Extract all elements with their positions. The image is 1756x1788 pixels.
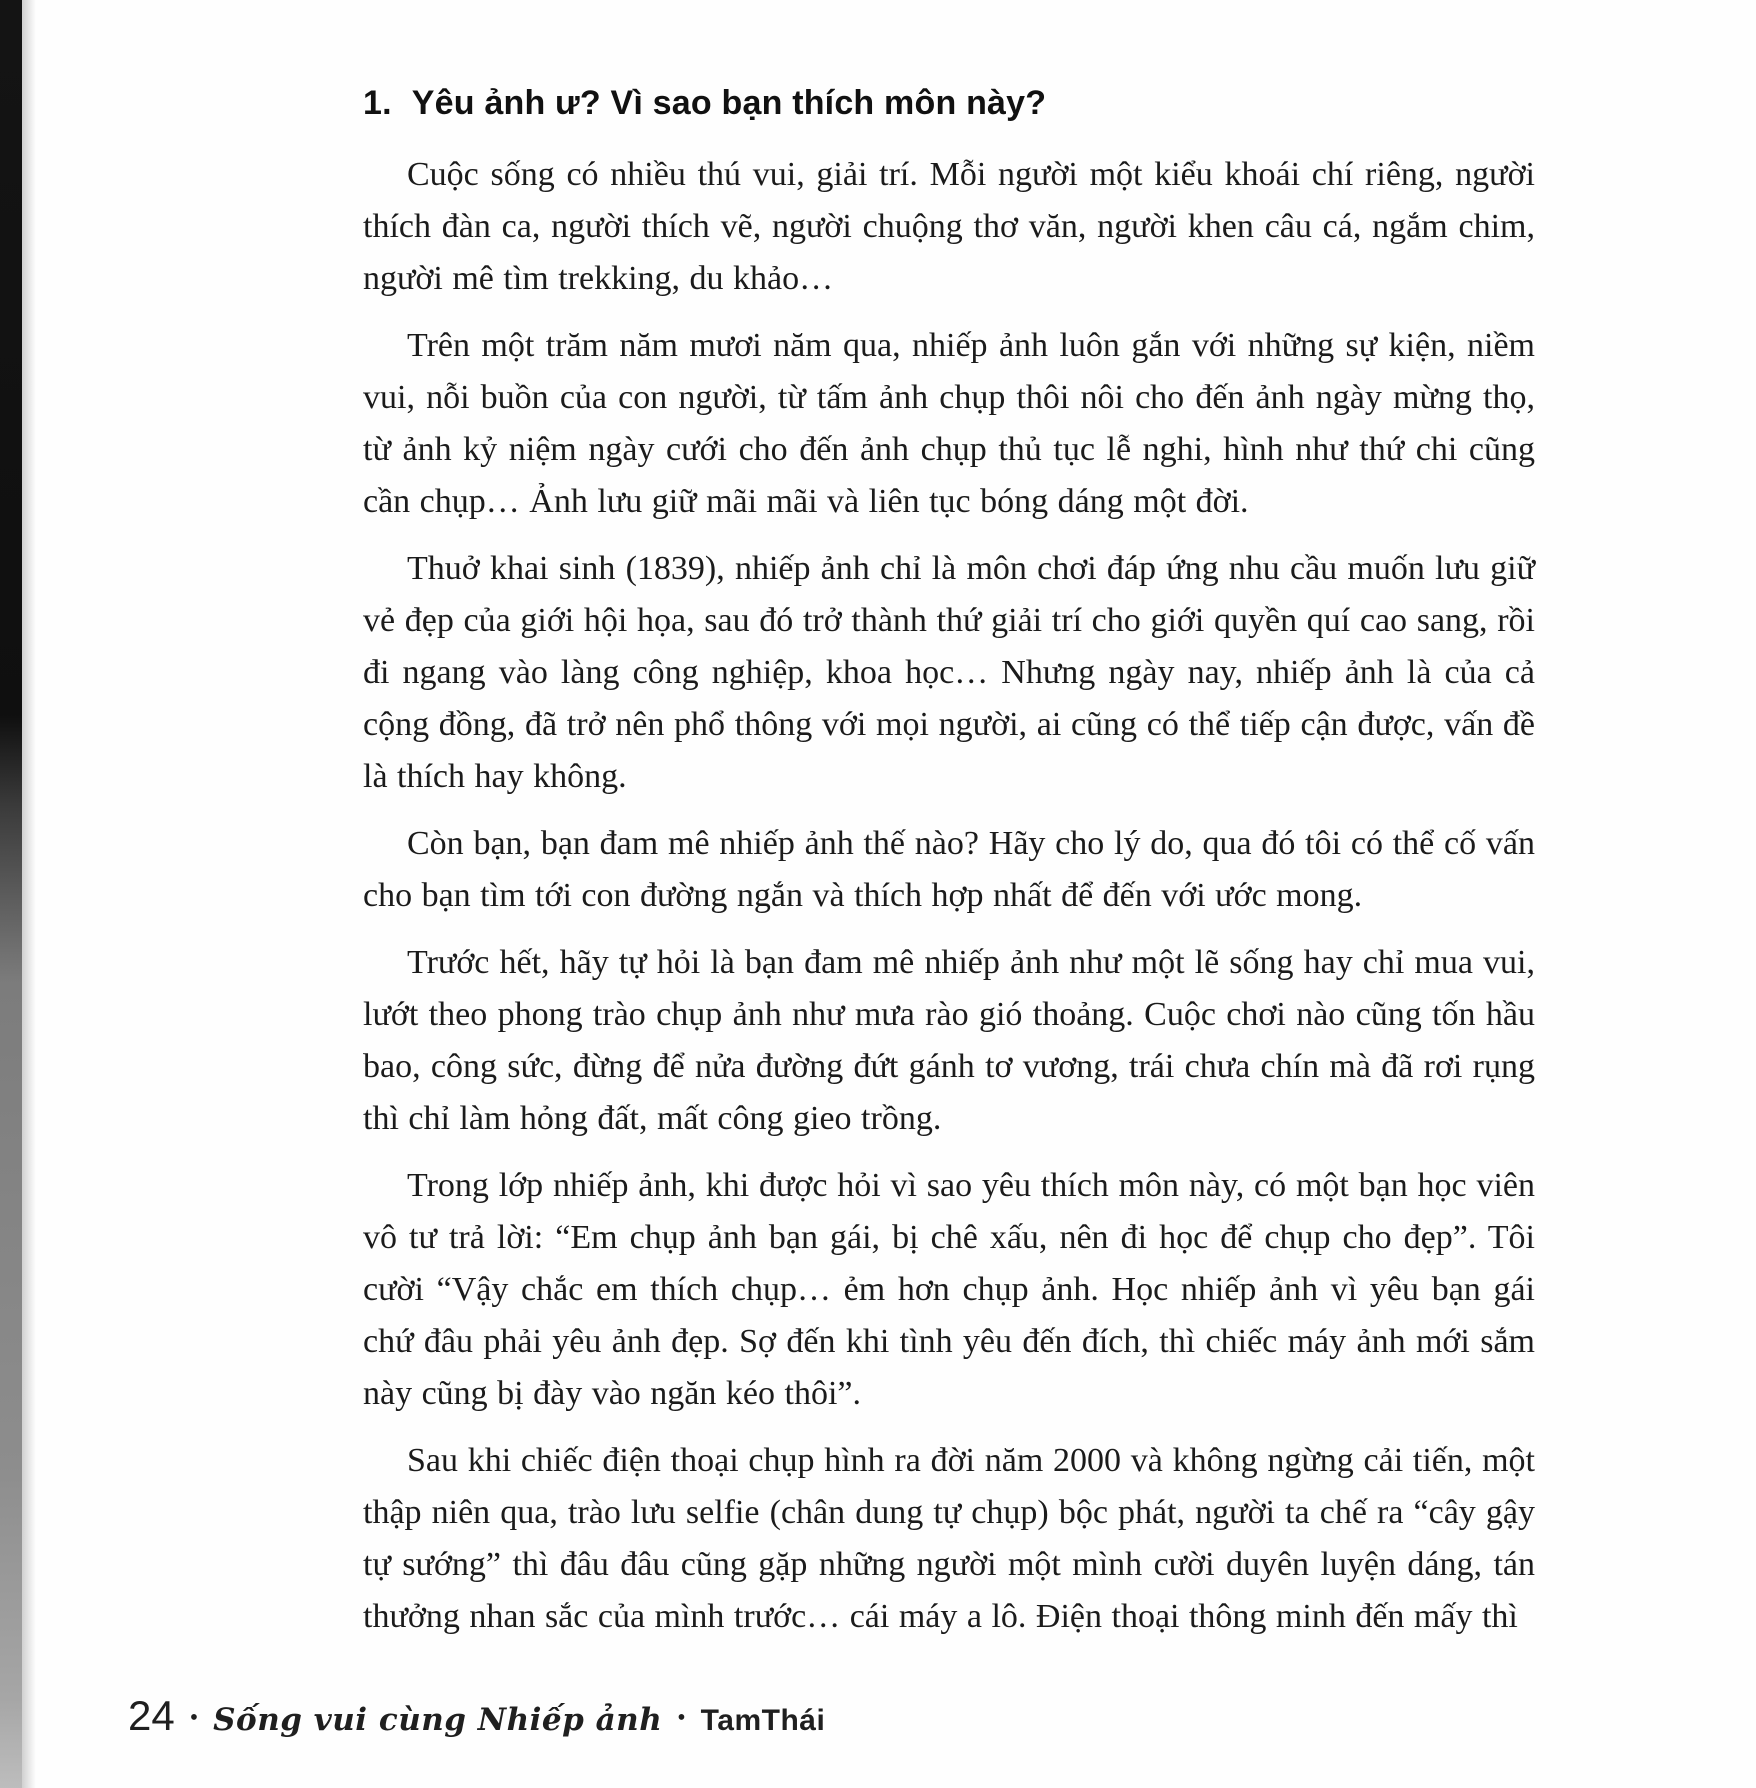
page-content — [363, 84, 1535, 1658]
book-title: Sống vui cùng Nhiếp ảnh — [213, 1702, 663, 1738]
paragraph: Trên một trăm năm mươi năm qua, nhiếp ảnh luôn gắn với những sự kiện, niềm vui, nỗi buồn của con người, từ tấm ảnh chụp thôi nôi cho đến ảnh ngày mừng thọ, từ ảnh kỷ niệm ngày cưới cho đến ảnh chụp thủ tục lễ nghi, hình như thứ chi cũng cần chụp… Ảnh lưu giữ mãi mãi và liên tục bóng dáng một đời. — [363, 327, 1535, 520]
paragraph: Thuở khai sinh (1839), nhiếp ảnh chỉ là môn chơi đáp ứng nhu cầu muốn lưu giữ vẻ đẹp của giới hội họa, sau đó trở thành thứ giải trí cho giới quyền quí cao sang, rồi đi ngang vào làng công nghiệp, khoa học… Nhưng ngày nay, nhiếp ảnh là của cả cộng đồng, đã trở nên phổ thông với mọi người, ai cũng có thể tiếp cận được, vấn đề là thích hay không. — [363, 550, 1535, 795]
paragraph: Trong lớp nhiếp ảnh, khi được hỏi vì sao yêu thích môn này, có một bạn học viên vô tư trả lời: “Em chụp ảnh bạn gái, bị chê xấu, nên đi học để chụp cho đẹp”. Tôi cười “Vậy chắc em thích chụp… ẻm hơn chụp ảnh. Học nhiếp ảnh vì yêu bạn gái chứ đâu phải yêu ảnh đẹp. Sợ đến khi tình yêu đến đích, thì chiếc máy ảnh mới sắm này cũng bị đày vào ngăn kéo thôi”. — [363, 1167, 1535, 1412]
author-name: TamThái — [700, 1704, 826, 1737]
paragraph: Cuộc sống có nhiều thú vui, giải trí. Mỗi người một kiểu khoái chí riêng, người thích đàn ca, người thích vẽ, người chuộng thơ văn, người khen câu cá, ngắm chim, người mê tìm trekking, du khảo… — [363, 156, 1535, 297]
footer-separator: • — [677, 1705, 686, 1731]
section-heading — [363, 84, 1535, 123]
footer-separator: • — [189, 1705, 199, 1731]
paragraph: Sau khi chiếc điện thoại chụp hình ra đời năm 2000 và không ngừng cải tiến, một thập niên qua, trào lưu selfie (chân dung tự chụp) bộc phát, người ta chế ra “cây gậy tự sướng” thì đâu đâu cũng gặp những người một mình cười duyên luyện dáng, tán thưởng nhan sắc của mình trước… cái máy a lô. Điện thoại thông minh đến mấy thì — [363, 1442, 1535, 1635]
book-spine-shadow-fade — [22, 0, 36, 1788]
body-text — [363, 149, 1535, 1643]
section-title: Yêu ảnh ư? Vì sao bạn thích môn này? — [411, 84, 1047, 122]
page-footer — [128, 1692, 825, 1740]
section-number: 1. — [363, 84, 392, 122]
paragraph: Trước hết, hãy tự hỏi là bạn đam mê nhiếp ảnh như một lẽ sống hay chỉ mua vui, lướt theo phong trào chụp ảnh như mưa rào gió thoảng. Cuộc chơi nào cũng tốn hầu bao, công sức, đừng để nửa đường đứt gánh tơ vương, trái chưa chín mà đã rơi rụng thì chỉ làm hỏng đất, mất công gieo trồng. — [363, 944, 1535, 1137]
book-spine-shadow — [0, 0, 22, 1788]
page-number: 24 — [128, 1692, 175, 1739]
paragraph: Còn bạn, bạn đam mê nhiếp ảnh thế nào? Hãy cho lý do, qua đó tôi có thể cố vấn cho bạn tìm tới con đường ngắn và thích hợp nhất để đến với ước mong. — [363, 825, 1535, 914]
